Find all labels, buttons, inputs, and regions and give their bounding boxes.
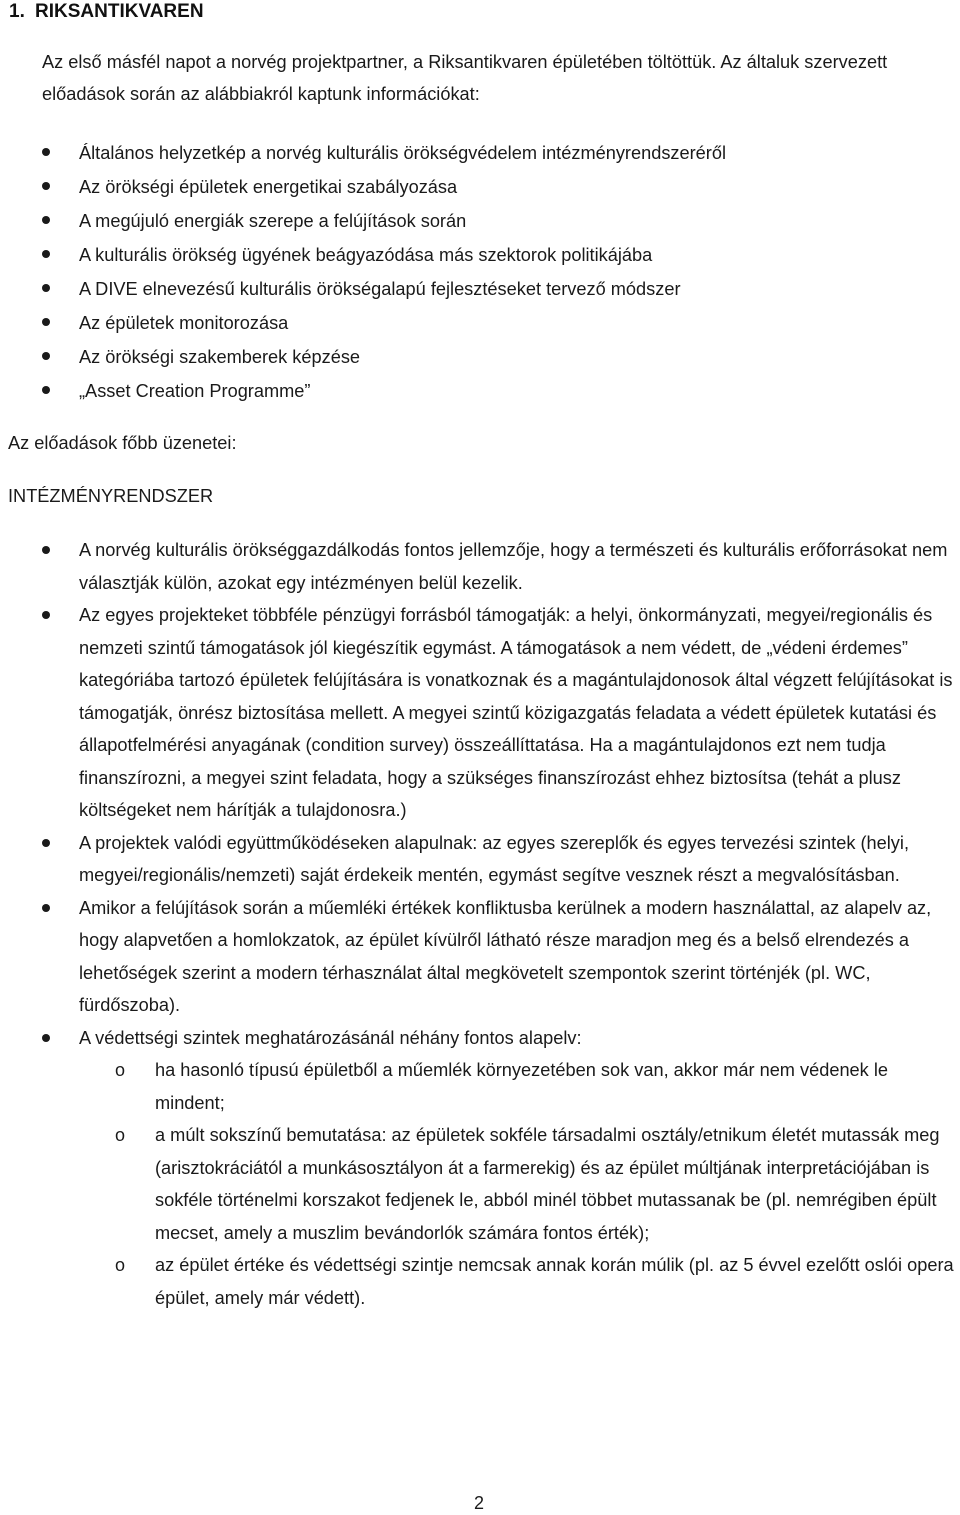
list-item: Az örökségi szakemberek képzése bbox=[0, 340, 958, 374]
principles-list bbox=[79, 1054, 958, 1314]
section-number: 1. bbox=[9, 1, 25, 22]
bullet-icon bbox=[42, 839, 50, 847]
bullet-icon bbox=[42, 250, 50, 258]
list-item: A projektek valódi együttműködéseken alapulnak: az egyes szereplők és egyes tervezési szintek (helyi, megyei/regionális/nemzeti) saját érdekeik mentén, egymást segítve vesznek részt a megvalósításban. bbox=[0, 827, 958, 892]
bullet-icon bbox=[42, 318, 50, 326]
bullet-icon bbox=[42, 352, 50, 360]
section-heading bbox=[9, 0, 204, 26]
list-item: o az épület értéke és védettségi szintje nemcsak annak korán múlik (pl. az 5 évvel ezelőtt oslói opera épület, amely már védett). bbox=[115, 1255, 954, 1308]
list-item: „Asset Creation Programme” bbox=[0, 374, 958, 408]
list-item: o a múlt sokszínű bemutatása: az épületek sokféle társadalmi osztály/etnikum életét mutassák meg (arisztokráciától a munkásosztályon át a farmerekig) és az épület múltjának interpretációjában is sokféle történelmi korszakot fedjenek le, abból minél többet mutassanak be (pl. nemrégiben épült mecset, amely a muszlim bevándorlók számára fontos érték); bbox=[115, 1125, 940, 1243]
circle-bullet-icon: o bbox=[115, 1125, 126, 1145]
list-item: Amikor a felújítások során a műemléki értékek konfliktusba kerülnek a modern használattal, az alapelv az, hogy alapvetően a homlokzatok, az épület kívülről látható része maradjon meg és a belső elrendezés a lehetőségek szerint a modern térhasználat által megkövetelt szempontok szerint történjék (pl. WC, fürdőszoba). bbox=[0, 892, 958, 1022]
topic-list bbox=[0, 136, 958, 408]
circle-bullet-icon: o bbox=[115, 1060, 126, 1080]
bullet-icon bbox=[42, 216, 50, 224]
page-number: 2 bbox=[474, 1493, 485, 1513]
list-item: A kulturális örökség ügyének beágyazódása más szektorok politikájába bbox=[0, 238, 958, 272]
section-title: RIKSANTIKVAREN bbox=[35, 1, 204, 22]
section-subheading: INTÉZMÉNYRENDSZER bbox=[8, 486, 214, 506]
bullet-icon bbox=[42, 1034, 50, 1042]
list-item: o ha hasonló típusú épületből a műemlék környezetében sok van, akkor már nem védenek le mindent; bbox=[115, 1060, 888, 1113]
bullet-icon bbox=[42, 148, 50, 156]
bullet-icon bbox=[42, 386, 50, 394]
list-item: A megújuló energiák szerepe a felújítások során bbox=[0, 204, 958, 238]
intro-paragraph: Az első másfél napot a norvég projektpartner, a Riksantikvaren épületében töltöttük. Az általuk szervezett előadások során az alábbiakról kaptunk információkat: bbox=[42, 52, 888, 104]
circle-bullet-icon: o bbox=[115, 1255, 126, 1275]
bullet-icon bbox=[42, 904, 50, 912]
list-item: Általános helyzetkép a norvég kulturális örökségvédelem intézményrendszeréről bbox=[0, 136, 958, 170]
list-item: Az örökségi épületek energetikai szabályozása bbox=[0, 170, 958, 204]
bullet-icon bbox=[42, 611, 50, 619]
list-item: A DIVE elnevezésű kulturális örökségalapú fejlesztéseket tervező módszer bbox=[0, 272, 958, 306]
list-item: A védettségi szintek meghatározásánál néhány fontos alapelv: o ha hasonló típusú épületből a műemlék környezetében sok van, akkor már nem védenek le mindent; o a múlt sokszínű bemutatása: az épületek sokféle társadalmi osztály/etnikum életét mutassák meg (arisztokráciától a munkásosztályon át a farmerekig) és az épület múltjának interpretációjában is sokféle történelmi korszakot fedjenek le, abból minél többet mutassanak be (pl. nemrégiben épült mecset, amely a muszlim bevándorlók számára fontos érték); o az épület értéke és védettségi szintje nemcsak annak korán múlik (pl. az 5 évvel ezelőtt oslói opera épület, amely már védett). bbox=[0, 1022, 958, 1315]
list-item: Az egyes projekteket többféle pénzügyi forrásból támogatják: a helyi, önkormányzati, megyei/regionális és nemzeti szintű támogatások jól kiegészítik egymást. A támogatások a nem védett, de „védeni érdemes” kategóriába tartozó épületek felújítására is vonatkoznak és a magántulajdonosok által végzett felújításokat is támogatják, önrész biztosítása mellett. A megyei szintű közigazgatás feladata a védett épületek kutatási és állapotfelmérési anyagának (condition survey) összeállíttatása. Ha a magántulajdonos ezt nem tudja finanszírozni, a megyei szint feladata, hogy a szükséges finanszírozást ehhez biztosítsa (tehát a plusz költségeket nem hárítják a tulajdonosra.) bbox=[0, 599, 958, 827]
messages-list bbox=[0, 534, 958, 1314]
list-item: A norvég kulturális örökséggazdálkodás fontos jellemzője, hogy a természeti és kulturális erőforrásokat nem választják külön, azokat egy intézményen belül kezelik. bbox=[0, 534, 958, 599]
list-item: Az épületek monitorozása bbox=[0, 306, 958, 340]
messages-label: Az előadások főbb üzenetei: bbox=[8, 433, 237, 453]
bullet-icon bbox=[42, 284, 50, 292]
bullet-icon bbox=[42, 182, 50, 190]
bullet-icon bbox=[42, 546, 50, 554]
